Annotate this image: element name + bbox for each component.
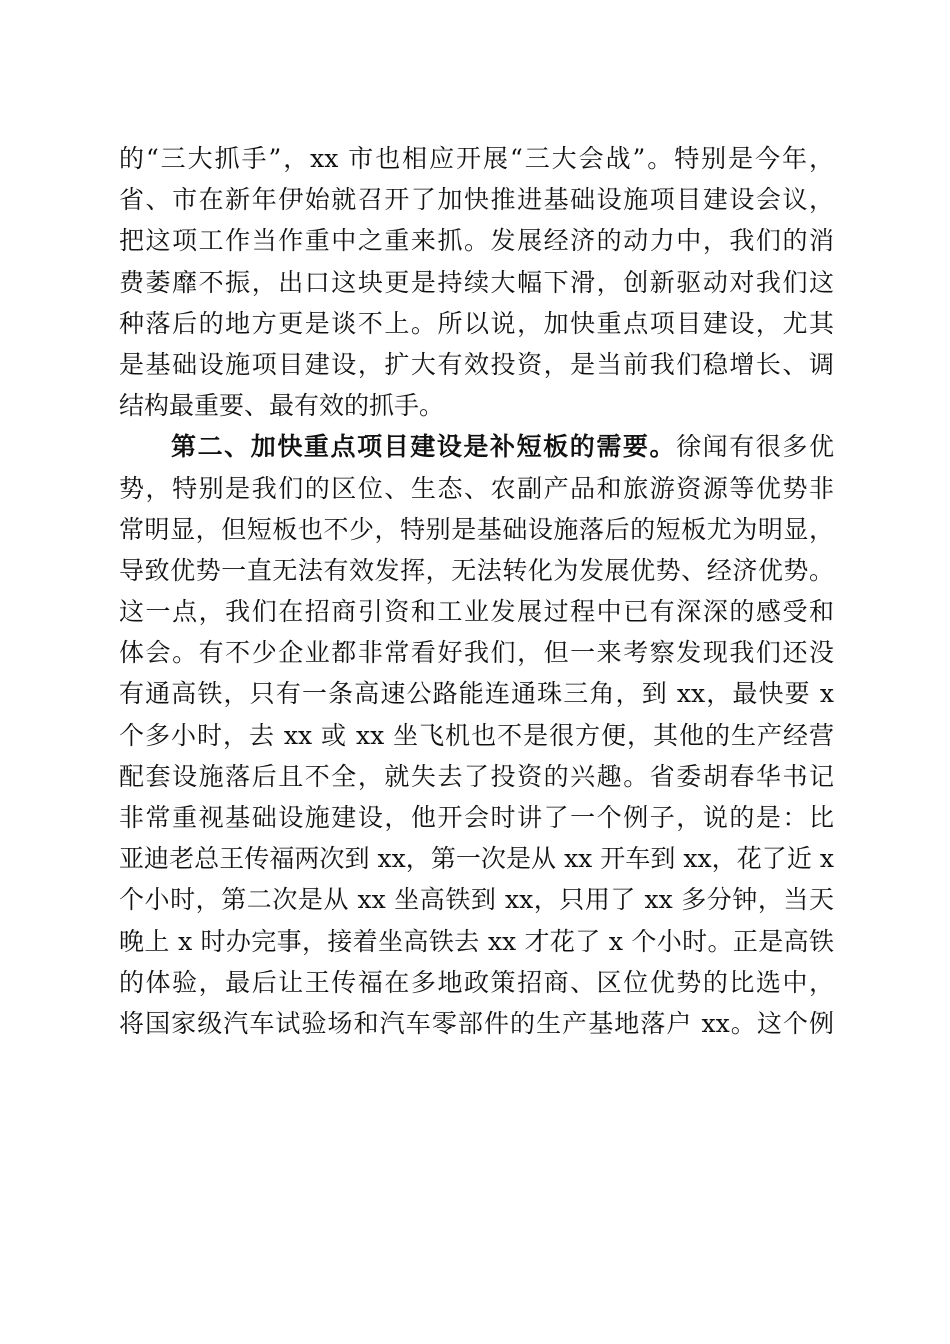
text-line: 这一点，我们在招商引资和工业发展过程中已有深深的感受和: [119, 597, 834, 627]
text-line: 的“三大抓手”，xx 市也相应开展“三大会战”。特别是今年，: [119, 144, 834, 173]
paragraph-2: [119, 426, 834, 1044]
text-line: 结构最重要、最有效的抓手。: [119, 391, 445, 421]
text-line: 是基础设施项目建设，扩大有效投资，是当前我们稳增长、调: [119, 349, 834, 379]
text-line: 有通高铁，只有一条高速公路能连通珠三角，到 xx，最快要 x: [119, 679, 834, 709]
text-line: 把这项工作当作重中之重来抓。发展经济的动力中，我们的消: [119, 226, 834, 256]
paragraph-2-first-line: [119, 426, 834, 467]
paragraph-2-heading: 第二、加快重点项目建设是补短板的需要。: [171, 432, 677, 462]
text-line: 势，特别是我们的区位、生态、农副产品和旅游资源等优势非: [119, 473, 834, 503]
text-line: 省、市在新年伊始就召开了加快推进基础设施项目建设会议，: [119, 185, 834, 215]
paragraph-1: [119, 138, 834, 426]
text-line: 将国家级汽车试验场和汽车零部件的生产基地落户 xx。这个例: [119, 1008, 834, 1038]
text-line: 个多小时，去 xx 或 xx 坐飞机也不是很方便，其他的生产经营: [119, 720, 834, 750]
text-line: 非常重视基础设施建设，他开会时讲了一个例子，说的是：比: [119, 803, 834, 832]
text-line: 费萎靡不振，出口这块更是持续大幅下滑，创新驱动对我们这: [119, 267, 834, 297]
text-line: 体会。有不少企业都非常看好我们，但一来考察发现我们还没: [119, 638, 834, 668]
text-line: 晚上 x 时办完事，接着坐高铁去 xx 才花了 x 个小时。正是高铁: [119, 926, 834, 956]
paragraph-2-first-rest: 徐闻有很多优: [676, 432, 834, 462]
text-line: 个小时，第二次是从 xx 坐高铁到 xx，只用了 xx 多分钟，当天: [119, 885, 834, 915]
text-line: 配套设施落后且不全，就失去了投资的兴趣。省委胡春华书记: [119, 761, 834, 791]
text-line: 种落后的地方更是谈不上。所以说，加快重点项目建设，尤其: [119, 308, 834, 338]
text-line: 常明显，但短板也不少，特别是基础设施落后的短板尤为明显，: [119, 514, 834, 544]
text-line: 亚迪老总王传福两次到 xx，第一次是从 xx 开车到 xx，花了近 x: [119, 844, 834, 874]
text-line: 导致优势一直无法有效发挥，无法转化为发展优势、经济优势。: [119, 555, 834, 585]
document-body: [119, 138, 834, 1044]
text-line: 的体验，最后让王传福在多地政策招商、区位优势的比选中，: [119, 967, 834, 997]
